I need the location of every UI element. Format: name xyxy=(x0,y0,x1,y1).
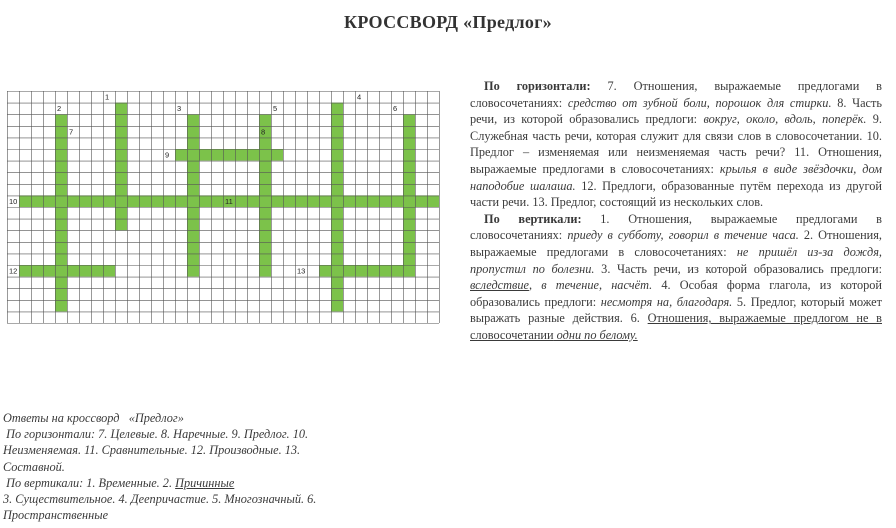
answers-horizontal-line-2: Неизменяемая. 11. Сравнительные. 12. Производные. 13. xyxy=(3,443,301,458)
clues-vertical-text xyxy=(470,212,882,342)
page-title: КРОССВОРД «Предлог» xyxy=(344,12,552,32)
clue-number: 5 xyxy=(273,104,278,114)
clue-horizontal-part: вокруг, около, вдоль, поперёк. xyxy=(703,112,867,127)
clue-number: 11 xyxy=(225,196,233,206)
clue-horizontal-part: средство от зубной боли, порошок для стирки. xyxy=(567,95,832,110)
clue-vertical-part: 3. Часть речи, из которой образовались предлоги: xyxy=(594,261,882,276)
clue-horizontal-part: 8. Часть речи, из которой образовались предлоги: xyxy=(470,95,882,127)
answers-heading: Ответы на кроссворд «Предлог» xyxy=(3,411,184,425)
clue-vertical-part: приеду в субботу, говорил в течение часа. xyxy=(567,228,799,243)
crossword-word-cells xyxy=(259,114,271,276)
clue-horizontal-part: 7. Отношения, выражаемые предлогами в словосочетаниях: xyxy=(470,79,882,110)
crossword-word-cells xyxy=(403,114,415,276)
clue-vertical-part: Отношения, выражаемые предлогом не в словосочетании xyxy=(470,311,882,342)
answers-vertical-prefix: По вертикали: 1. Временные. 2. xyxy=(3,475,176,490)
clue-number: 6 xyxy=(393,104,398,114)
crossword-word-cells xyxy=(55,114,67,311)
crossword-word-cells xyxy=(115,103,127,231)
clue-horizontal-part: 12. Предлоги, образованные путём перехода из другой части речи. 13. Предлог, состоящий из нескольких слов. xyxy=(470,178,882,210)
clue-horizontal-part: крылья в виде звёздочки, дом наподобие шалаша. xyxy=(470,161,882,193)
answers-vertical-line-2: 3. Существительное. 4. Деепричастие. 5. Многозначный. 6. xyxy=(3,492,317,507)
answers-block xyxy=(3,410,398,523)
clue-number: 4 xyxy=(357,92,362,102)
clues-horizontal xyxy=(470,78,882,211)
clue-vertical-part: 5. Предлог, который может выражать разные действия. 6. xyxy=(470,294,883,326)
answers-vertical-line-1 xyxy=(3,475,398,491)
clue-vertical-part: 1. Отношения, выражаемые предлогами в словосочетаниях: xyxy=(470,211,882,243)
grid-lines xyxy=(7,91,440,324)
clue-number: 13 xyxy=(297,266,306,276)
answers-vertical-underlined: Причинные xyxy=(175,475,235,490)
crossword-grid xyxy=(7,91,441,324)
clue-vertical-part: , в течение, насчёт. xyxy=(528,278,653,293)
crossword-word-cells xyxy=(331,103,343,312)
clues-horizontal-text xyxy=(470,79,882,209)
clue-vertical-part: несмотря на, благодаря. xyxy=(600,294,733,309)
clue-horizontal-part: 9. Служебная часть речи, которая служит для связи слов в словосочетании. 10. Предлог – изменяемая или неизменяемая часть речи? 11. Отношения, выражаемые предлогами в словосочетаниях: xyxy=(470,112,882,176)
clue-number: 2 xyxy=(57,104,62,114)
clue-number: 9 xyxy=(165,150,170,160)
crossword-word-cells xyxy=(187,114,199,276)
clues-horizontal-heading: По горизонтали: xyxy=(484,79,591,93)
clue-number: 1 xyxy=(105,92,110,102)
clue-number: 12 xyxy=(9,266,18,276)
clue-vertical-part: не пришёл из-за дождя, пропустил по болезни. xyxy=(470,244,882,276)
clue-number: 7 xyxy=(69,127,74,137)
clue-vertical-part: одни по белому. xyxy=(553,327,638,342)
clue-vertical-part: 4. Особая форма глагола, из которой образовались предлоги: xyxy=(470,278,882,309)
clues-block xyxy=(470,78,882,344)
clues-vertical-heading: По вертикали: xyxy=(484,211,582,226)
clue-number: 10 xyxy=(9,196,18,206)
clues-vertical xyxy=(470,211,882,344)
clue-number: 3 xyxy=(177,104,182,114)
clue-vertical-part: 2. Отношения, выражаемые предлогами в словосочетаниях: xyxy=(470,228,882,259)
clue-vertical-part: вследствие xyxy=(470,278,529,293)
answers-horizontal-line-3: Составной. xyxy=(3,459,65,474)
crossword-grid-svg xyxy=(7,91,441,324)
answers-horizontal-line-1: По горизонтали: 7. Целевые. 8. Наречные. 9. Предлог. 10. xyxy=(3,427,309,442)
answers-vertical-line-3: Пространственные xyxy=(3,508,109,523)
clue-number: 8 xyxy=(261,127,266,137)
